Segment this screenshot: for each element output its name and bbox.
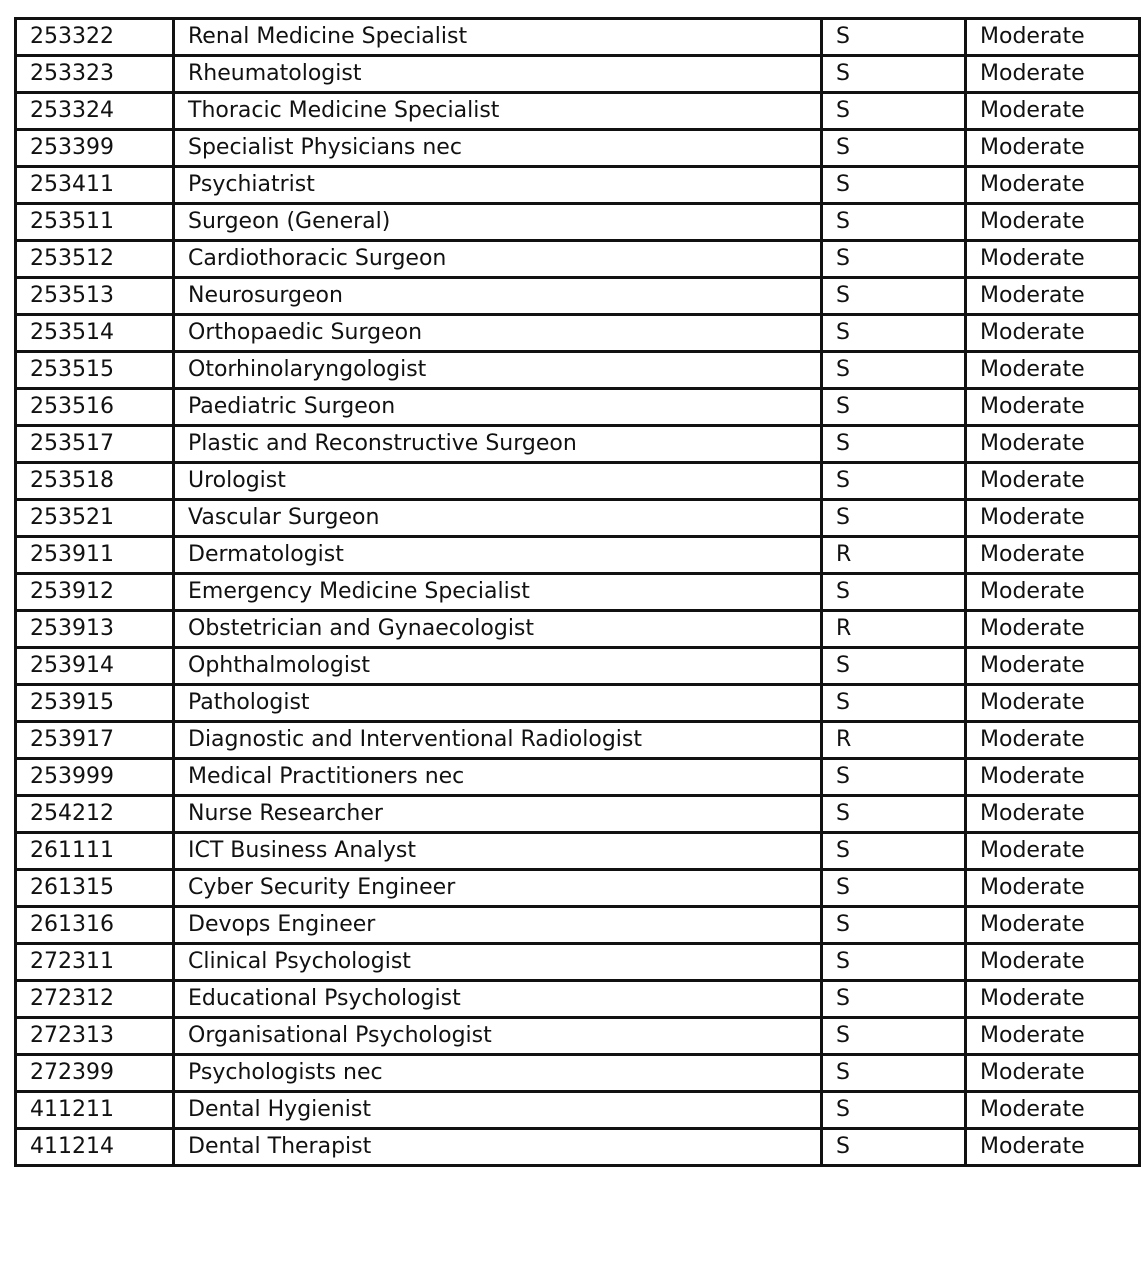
- risk-level-cell: Moderate: [966, 241, 1140, 278]
- risk-level-cell: Moderate: [966, 93, 1140, 130]
- list-type-cell: S: [822, 1055, 966, 1092]
- risk-level-cell: Moderate: [966, 870, 1140, 907]
- occupation-code-cell: 253512: [16, 241, 174, 278]
- risk-level-cell: Moderate: [966, 56, 1140, 93]
- table-row: [16, 907, 1140, 944]
- table-row: [16, 1092, 1140, 1129]
- risk-level-cell: Moderate: [966, 352, 1140, 389]
- list-type-cell: S: [822, 907, 966, 944]
- occupation-code-cell: 253999: [16, 759, 174, 796]
- list-type-cell: R: [822, 537, 966, 574]
- list-type-cell: R: [822, 611, 966, 648]
- list-type-cell: S: [822, 56, 966, 93]
- list-type-cell: S: [822, 500, 966, 537]
- table-row: [16, 463, 1140, 500]
- risk-level-cell: Moderate: [966, 907, 1140, 944]
- risk-level-cell: Moderate: [966, 315, 1140, 352]
- table-row: [16, 722, 1140, 759]
- occupation-code-cell: 253915: [16, 685, 174, 722]
- occupation-name-cell: Emergency Medicine Specialist: [174, 574, 822, 611]
- risk-level-cell: Moderate: [966, 463, 1140, 500]
- risk-level-cell: Moderate: [966, 981, 1140, 1018]
- table-row: [16, 352, 1140, 389]
- table-row: [16, 93, 1140, 130]
- occupation-code-cell: 253411: [16, 167, 174, 204]
- list-type-cell: S: [822, 574, 966, 611]
- table-row: [16, 278, 1140, 315]
- risk-level-cell: Moderate: [966, 500, 1140, 537]
- table-row: [16, 648, 1140, 685]
- occupation-name-cell: Cyber Security Engineer: [174, 870, 822, 907]
- list-type-cell: S: [822, 389, 966, 426]
- table-row: [16, 833, 1140, 870]
- list-type-cell: S: [822, 241, 966, 278]
- occupation-name-cell: Educational Psychologist: [174, 981, 822, 1018]
- table-row: [16, 389, 1140, 426]
- occupation-name-cell: Specialist Physicians nec: [174, 130, 822, 167]
- table-row: [16, 870, 1140, 907]
- risk-level-cell: Moderate: [966, 1018, 1140, 1055]
- occupation-code-cell: 253513: [16, 278, 174, 315]
- table-row: [16, 315, 1140, 352]
- occupation-code-cell: 253518: [16, 463, 174, 500]
- list-type-cell: S: [822, 130, 966, 167]
- table-row: [16, 204, 1140, 241]
- table-row: [16, 1129, 1140, 1166]
- occupation-name-cell: Renal Medicine Specialist: [174, 19, 822, 56]
- risk-level-cell: Moderate: [966, 722, 1140, 759]
- occupation-code-cell: 253322: [16, 19, 174, 56]
- table-row: [16, 944, 1140, 981]
- table-row: [16, 574, 1140, 611]
- table-row: [16, 685, 1140, 722]
- occupation-name-cell: Plastic and Reconstructive Surgeon: [174, 426, 822, 463]
- occupation-code-cell: 272399: [16, 1055, 174, 1092]
- occupation-code-cell: 272311: [16, 944, 174, 981]
- risk-level-cell: Moderate: [966, 1129, 1140, 1166]
- occupation-table-container: [14, 17, 1141, 1167]
- occupation-name-cell: Psychiatrist: [174, 167, 822, 204]
- occupation-name-cell: Orthopaedic Surgeon: [174, 315, 822, 352]
- occupation-code-cell: 253914: [16, 648, 174, 685]
- occupation-code-cell: 253913: [16, 611, 174, 648]
- table-row: [16, 167, 1140, 204]
- risk-level-cell: Moderate: [966, 1092, 1140, 1129]
- occupation-name-cell: Dermatologist: [174, 537, 822, 574]
- occupation-table: [14, 17, 1141, 1167]
- occupation-table-body: [16, 19, 1140, 1166]
- table-row: [16, 759, 1140, 796]
- occupation-code-cell: 261315: [16, 870, 174, 907]
- occupation-code-cell: 253514: [16, 315, 174, 352]
- list-type-cell: S: [822, 93, 966, 130]
- occupation-code-cell: 253323: [16, 56, 174, 93]
- list-type-cell: S: [822, 1129, 966, 1166]
- list-type-cell: S: [822, 1092, 966, 1129]
- list-type-cell: S: [822, 833, 966, 870]
- occupation-name-cell: Pathologist: [174, 685, 822, 722]
- table-row: [16, 426, 1140, 463]
- list-type-cell: S: [822, 463, 966, 500]
- occupation-name-cell: Neurosurgeon: [174, 278, 822, 315]
- occupation-name-cell: Devops Engineer: [174, 907, 822, 944]
- occupation-name-cell: Psychologists nec: [174, 1055, 822, 1092]
- occupation-name-cell: Clinical Psychologist: [174, 944, 822, 981]
- occupation-code-cell: 253511: [16, 204, 174, 241]
- table-row: [16, 537, 1140, 574]
- occupation-name-cell: Rheumatologist: [174, 56, 822, 93]
- list-type-cell: S: [822, 685, 966, 722]
- risk-level-cell: Moderate: [966, 130, 1140, 167]
- occupation-code-cell: 253516: [16, 389, 174, 426]
- list-type-cell: S: [822, 167, 966, 204]
- table-row: [16, 796, 1140, 833]
- risk-level-cell: Moderate: [966, 204, 1140, 241]
- risk-level-cell: Moderate: [966, 1055, 1140, 1092]
- list-type-cell: S: [822, 944, 966, 981]
- occupation-name-cell: Otorhinolaryngologist: [174, 352, 822, 389]
- table-row: [16, 1018, 1140, 1055]
- risk-level-cell: Moderate: [966, 796, 1140, 833]
- occupation-name-cell: Cardiothoracic Surgeon: [174, 241, 822, 278]
- occupation-code-cell: 253517: [16, 426, 174, 463]
- list-type-cell: S: [822, 796, 966, 833]
- risk-level-cell: Moderate: [966, 167, 1140, 204]
- risk-level-cell: Moderate: [966, 426, 1140, 463]
- table-row: [16, 130, 1140, 167]
- list-type-cell: R: [822, 722, 966, 759]
- list-type-cell: S: [822, 426, 966, 463]
- risk-level-cell: Moderate: [966, 685, 1140, 722]
- occupation-name-cell: Ophthalmologist: [174, 648, 822, 685]
- occupation-name-cell: Urologist: [174, 463, 822, 500]
- occupation-code-cell: 253324: [16, 93, 174, 130]
- occupation-code-cell: 411211: [16, 1092, 174, 1129]
- occupation-name-cell: Surgeon (General): [174, 204, 822, 241]
- occupation-name-cell: Dental Therapist: [174, 1129, 822, 1166]
- table-row: [16, 19, 1140, 56]
- risk-level-cell: Moderate: [966, 537, 1140, 574]
- occupation-code-cell: 411214: [16, 1129, 174, 1166]
- occupation-name-cell: Dental Hygienist: [174, 1092, 822, 1129]
- occupation-code-cell: 253515: [16, 352, 174, 389]
- table-row: [16, 981, 1140, 1018]
- occupation-name-cell: Thoracic Medicine Specialist: [174, 93, 822, 130]
- risk-level-cell: Moderate: [966, 389, 1140, 426]
- occupation-name-cell: Medical Practitioners nec: [174, 759, 822, 796]
- risk-level-cell: Moderate: [966, 611, 1140, 648]
- occupation-name-cell: Vascular Surgeon: [174, 500, 822, 537]
- occupation-name-cell: ICT Business Analyst: [174, 833, 822, 870]
- list-type-cell: S: [822, 648, 966, 685]
- list-type-cell: S: [822, 870, 966, 907]
- occupation-name-cell: Diagnostic and Interventional Radiologist: [174, 722, 822, 759]
- occupation-code-cell: 253917: [16, 722, 174, 759]
- risk-level-cell: Moderate: [966, 19, 1140, 56]
- risk-level-cell: Moderate: [966, 648, 1140, 685]
- risk-level-cell: Moderate: [966, 833, 1140, 870]
- list-type-cell: S: [822, 1018, 966, 1055]
- occupation-code-cell: 253912: [16, 574, 174, 611]
- list-type-cell: S: [822, 278, 966, 315]
- occupation-code-cell: 272313: [16, 1018, 174, 1055]
- list-type-cell: S: [822, 981, 966, 1018]
- occupation-code-cell: 253399: [16, 130, 174, 167]
- risk-level-cell: Moderate: [966, 278, 1140, 315]
- list-type-cell: S: [822, 315, 966, 352]
- list-type-cell: S: [822, 759, 966, 796]
- table-row: [16, 611, 1140, 648]
- occupation-code-cell: 253521: [16, 500, 174, 537]
- occupation-name-cell: Obstetrician and Gynaecologist: [174, 611, 822, 648]
- table-row: [16, 56, 1140, 93]
- table-row: [16, 500, 1140, 537]
- occupation-code-cell: 253911: [16, 537, 174, 574]
- list-type-cell: S: [822, 352, 966, 389]
- risk-level-cell: Moderate: [966, 574, 1140, 611]
- table-row: [16, 1055, 1140, 1092]
- occupation-code-cell: 272312: [16, 981, 174, 1018]
- occupation-code-cell: 254212: [16, 796, 174, 833]
- occupation-code-cell: 261111: [16, 833, 174, 870]
- list-type-cell: S: [822, 204, 966, 241]
- table-row: [16, 241, 1140, 278]
- occupation-code-cell: 261316: [16, 907, 174, 944]
- risk-level-cell: Moderate: [966, 759, 1140, 796]
- occupation-name-cell: Organisational Psychologist: [174, 1018, 822, 1055]
- occupation-name-cell: Paediatric Surgeon: [174, 389, 822, 426]
- occupation-name-cell: Nurse Researcher: [174, 796, 822, 833]
- risk-level-cell: Moderate: [966, 944, 1140, 981]
- list-type-cell: S: [822, 19, 966, 56]
